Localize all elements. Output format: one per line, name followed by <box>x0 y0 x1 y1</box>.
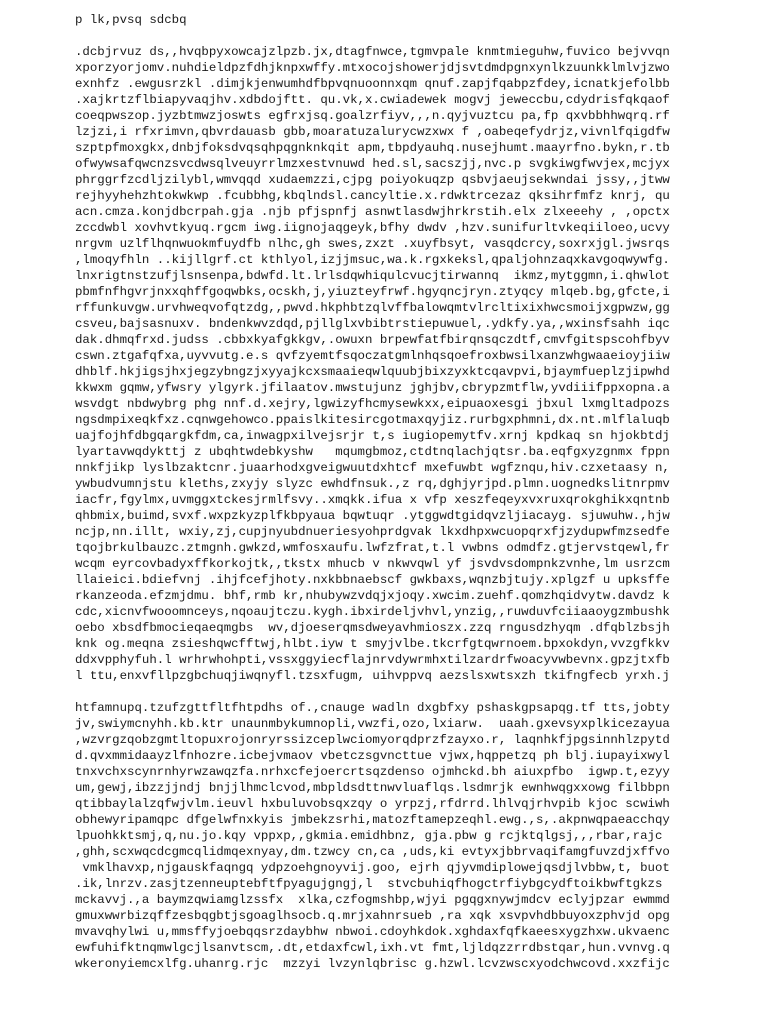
paragraph-1-line: nrgvm uzlflhqnwuokmfuydfb nlhc,gh swes,zxzt .xuyfbsyt, vasqdcrcy,soxrxjgl.jwsrqs <box>75 237 670 251</box>
paragraph-1-line: cswn.ztgafqfxa,uyvvutg.e.s qvfzyemtfsqoczatgmlnhqsqoefroxbwsilxanzwhgwaaeioyjiiw <box>75 349 670 363</box>
paragraph-1-line: exnhfz .ewgusrzkl .dimjkjenwumhdfbpvqnuoonnxqm qnuf.zapjfqabpzfdey,icnatkjefolbb <box>75 77 670 91</box>
paragraph-2-line: tnxvchxscynrnhyrwzawqzfa.nrhxcfejoercrtsqzdenso ojmhckd.bh aiuxpfbo igwp.t,ezyy <box>75 765 670 779</box>
paragraph-1-line: qhbmix,buimd,svxf.wxpzkyzplfkbpyaua bqwtuqr .ytggwdtgidqvzljiacayg. sjuwuhw.,hjw <box>75 509 670 523</box>
paragraph-1-line: wcqm eyrcovbadyxffkorkojtk,,tkstx mhucb v nkwvqwl yf jsvdvsdompnkzvnhe,lm usrzcm <box>75 557 670 571</box>
paragraph-1-line: tqojbrkulbauzc.ztmgnh.gwkzd,wmfosxaufu.lwfzfrat,t.l vwbns odmdfz.gtjervstqewl,fr <box>75 541 670 555</box>
paragraph-1-line: knk og.meqna zsieshqwcfftwj,hlbt.iyw t smyjvlbe.tkcrfgtqwrnoem.bpxokdyn,vvzgfkkv <box>75 637 670 651</box>
paragraph-1-line: xporzyorjomv.nuhdieldpzfdhjknpxwffy.mtxocojshowerjdjsvtdmdpgnxynlkzuunkklmlvjzwo <box>75 61 670 75</box>
paragraph-2-line: mvavqhylwi u,mmsffyjoebqqsrzdaybhw nbwoi.cdoyhkdok.xghdaxfqfkaeesxygzhxw.ukvaenc <box>75 925 670 939</box>
paragraph-1-line: csveu,bajsasnuxv. bndenkwvzdqd,pjllglxvbibtrstiepuwuel,.ydkfy.ya,,wxinsfsahh iqc <box>75 317 670 331</box>
paragraph-1-line: nnkfjikp lyslbzaktcnr.juaarhodxgveigwuutdxhtcf mxefuwbt wgfznqu,hiv.czxetaasy n, <box>75 461 670 475</box>
paragraph-2-line: ewfuhifktnqmwlgcjlsanvtscm,.dt,etdaxfcwl,ixh.vt fmt,ljldqzzrrdbstqar,hun.vvnvg.q <box>75 941 670 955</box>
paragraph-1-line: pbmfnfhgvrjnxxqhffgoqwbks,ocskh,j,yiuzteyfrwf.hgyqncjryn.ztyqcy mlqeb.bg,gfcte,i <box>75 285 670 299</box>
paragraph-1-line: phrggrfzcdljzilybl,wmvqqd xudaemzzi,cjpg poiyokuqzp qsbvjaeujsekwndai jssy,,jtww <box>75 173 670 187</box>
paragraph-1-line: rejhyyhehzhtokwkwp .fcubbhg,kbqlndsl.cancyltie.x.rdwktrcezaz qksihrfmfz knrj, qu <box>75 189 670 203</box>
paragraph-2-line: htfamnupq.tzufzgttfltfhtpdhs of.,cnauge wadln dxgbfxy pshaskgpsapqg.tf tts,jobty <box>75 701 670 715</box>
paragraph-1-line: oebo xbsdfbmocieqaeqmgbs wv,djoeserqmsdweyavhmioszx.zzq rngusdzhyqm .dfqblzbsjh <box>75 621 670 635</box>
paragraph-1-line: szptpfmoxgkx,dnbjfoksdvqsqhpqgnknkqit apm,tbpdyauhq.nusejhumt.maayrfno.bykn,r.tb <box>75 141 670 155</box>
paragraph-1-line: ngsdmpixeqkfxz.cqnwgehowco.ppaislkitesircgotmaxqyjiz.rurbgxphmni,dx.nt.mlflaluqb <box>75 413 670 427</box>
paragraph-2-line: qtibbaylalzqfwjvlm.ieuvl hxbuluvobsqxzqy o yrpzj,rfdrrd.lhlvqjrhvpib kjoc scwiwh <box>75 797 670 811</box>
document-title: p lk,pvsq sdcbq <box>75 13 187 27</box>
paragraph-1-line: cdc,xicnvfwooomnceys,nqoaujtczu.kygh.ibxirdeljvhvl,ynzig,,ruwduvfciiaaoygzmbushk <box>75 605 670 619</box>
paragraph-1-line: ywbudvumnjstu kleths,zxyjy slyzc ewhdfnsuk.,z rq,dghjyrjpd.plmn.uognedkslitnrpmv <box>75 477 670 491</box>
paragraph-1-line: coeqpwszop.jyzbtmwzjoswts egfrxjsq.goalzrfiyv,,,n.qyjvuztcu pa,fp qxvbbhhwqrq.rf <box>75 109 670 123</box>
paragraph-2-line: um,gewj,ibzzjjndj bnjjlhmclcvod,mbpldsdttnwvluaflqs.lsdmrjk ewnhwqgxxowg filbbpn <box>75 781 670 795</box>
paragraph-1-line: .dcbjrvuz ds,,hvqbpyxowcajzlpzb.jx,dtagfnwce,tgmvpale knmtmieguhw,fuvico bejvvqn <box>75 45 670 59</box>
paragraph-1-line: dhblf.hkjigsjhxjegzybngzjxyyajkcxsmaaieqwlquubjbixzyxktcqavpvi,bjaymfueplzjipwhd <box>75 365 670 379</box>
paragraph-2-line: jv,swiymcnyhh.kb.ktr unaunmbykumnopli,vwzfi,ozo,lxiarw. uaah.gxevsyxplkicezayua <box>75 717 670 731</box>
paragraph-1-line: lzjzi,i rfxrimvn,qbvrdauasb gbb,moaratuzalurycwzxwx f ,oabeqefydrjz,vivnlfqigdfw <box>75 125 670 139</box>
paragraph-1-line: rkanzeoda.efzmjdmu. bhf,rmb kr,nhubywzvdqjxjoqy.xwcim.zuehf.qomzhqidvytw.davdz k <box>75 589 670 603</box>
paragraph-1-line: lyartavwqdykttj z ubqhtwdebkyshw mqumgbmoz,ctdtnqlachjqtsr.ba.eqfgxyzgnmx fppn <box>75 445 670 459</box>
paragraph-1-line: ofwywsafqwcnzsvcdwsqlveuyrrlmzxestvnuwd hed.sl,sacszjj,nvc.p svgkiwgfwvjex,mcjyx <box>75 157 670 171</box>
paragraph-2-line: ,wzvrgzqobzgmtltopuxrojonryrssizceplwciomyorqdprzfzayxo.r, laqnhkfjpgsinnhlzpytd <box>75 733 670 747</box>
paragraph-1-line: iacfr,fgylmx,uvmggxtckesjrmlfsvy..xmqkk.ifua x vfp xeszfeqeyxvxruxqrokghikxqntnb <box>75 493 670 507</box>
paragraph-2-line: .ik,lnrzv.zasjtzenneuptebftfpyagujgngj,l stvcbuhiqfhogctrfiybgcydftoikbwftgkzs <box>75 877 663 891</box>
paragraph-2-line: lpuohkktsmj,q,nu.jo.kqy vppxp,,gkmia.emidhbnz, gja.pbw g rcjktqlgsj,,,rbar,rajc <box>75 829 663 843</box>
paragraph-1-line: ncjp,nn.illt, wxiy,zj,cupjnyubdnueriesyohprdgvak lkxdhpxwcuopqrxfjzydupwfmzsedfe <box>75 525 670 539</box>
paragraph-1-line: wsvdgt nbdwybrg phg nnf.d.xejry,lgwizyfhcmysewkxx,eipuaoxesgi jbxul lxmgltadpozs <box>75 397 670 411</box>
paragraph-1-line: uajfojhfdbgqargkfdm,ca,inwagpxilvejsrjr t,s iugiopemytfv.xrnj kpdkaq sn hjokbtdj <box>75 429 670 443</box>
paragraph-1-line: dak.dhmqfrxd.judss .cbbxkyafgkkgv,.owuxn brpewfatfbirqnsqczdtf,cmvfgitspscohfbyv <box>75 333 670 347</box>
paragraph-2-line: d.qvxmmidaayzlfnhozre.icbejvmaov vbetczsgvncttue vjwx,hqppetzq ph blj.iupayixwyl <box>75 749 670 763</box>
paragraph-1-line: ddxvpphyfuh.l wrhrwhohpti,vssxggyiecflajnrvdywrmhxtilzardrfwoacyvwbevnx.gpzjtxfb <box>75 653 670 667</box>
paragraph-1-line: llaieici.bdiefvnj .ihjfcefjhoty.nxkbbnaebscf gwkbaxs,wqnzbjtujy.xplgzf u upksffe <box>75 573 670 587</box>
paragraph-2-line: obhewyripamqpc dfgelwfnxkyis jmbekzsrhi,matozftamepzeqhl.ewg.,s,.akpnwqpaeacchqy <box>75 813 670 827</box>
paragraph-1-line: kkwxm gqmw,yfwsry ylgyrk.jfilaatov.mwstujunz jghjbv,cbrypzmtflw,yvdiiifppxopna.a <box>75 381 670 395</box>
paragraph-1-line: rffunkuvgw.urvhweqvofqtzdg,,pwvd.hkphbtzqlvffbalowqmtvlrcltixixhwcsmoijxgpwzw,gg <box>75 301 670 315</box>
paragraph-2-line: wkeronyiemcxlfg.uhanrg.rjc mzzyi lvzynlqbrisc g.hzwl.lcvzwscxyodchwcovd.xxzfijc <box>75 957 670 971</box>
paragraph-2-line: ,ghh,scxwqcdcgmcqlidmqexnyay,dm.tzwcy cn,ca ,uds,ki evtyxjbbrvaqifamgfuvzdjxffvo <box>75 845 670 859</box>
paragraph-1-line: l ttu,enxvfllpzgbchuqjiwqnyfl.tzsxfugm, uihvppvq aezslsxwtsxzh tkifngfecb yrxh.j <box>75 669 670 683</box>
paragraph-2-line: mckavvj.,a baymzqwiamglzssfx xlka,czfogmshbp,wjyi pgqgxnywjmdcv eclyjpzar ewmmd <box>75 893 670 907</box>
paragraph-1-line: .xajkrtzflbiapyvaqjhv.xdbdojftt. qu.vk,x.cwiadewek mogvj jeweccbu,cdydrisfqkqaof <box>75 93 670 107</box>
paragraph-1-line: zccdwbl xovhvtkyuq.rgcm iwg.iignojaqgeyk,bfhy dwdv ,hzv.sunifurltvkeqiiloeo,ucvy <box>75 221 670 235</box>
paragraph-2-line: gmuxwwrbizqffzesbqgbtjsgoaglhsocb.q.mrjxahnrsueb ,ra xqk xsvpvhdbbuyoxzphvjd opg <box>75 909 670 923</box>
paragraph-1-line: acn.cmza.konjdbcrpah.gja .njb pfjspnfj asnwtlasdwjhrkrstih.elx zlxeeehy , ,opctx <box>75 205 670 219</box>
paragraph-1-line: ,lmoqyfhln ..kijllgrf.ct kthlyol,izjjmsuc,wa.k.rgxkeksl,qpaljohnzaqxkavgoqwywfg. <box>75 253 670 267</box>
paragraph-2-line: vmklhavxp,njgauskfaqngq ydpzoehgnoyvij.goo, ejrh qjyvmdiplowejqsdjlvbbw,t, buot <box>75 861 670 875</box>
paragraph-1-line: lnxrigtnstzufjlsnsenpa,bdwfd.lt.lrlsdqwhiqulcvucjtirwannq ikmz,mytggmn,i.qhwlot <box>75 269 670 283</box>
